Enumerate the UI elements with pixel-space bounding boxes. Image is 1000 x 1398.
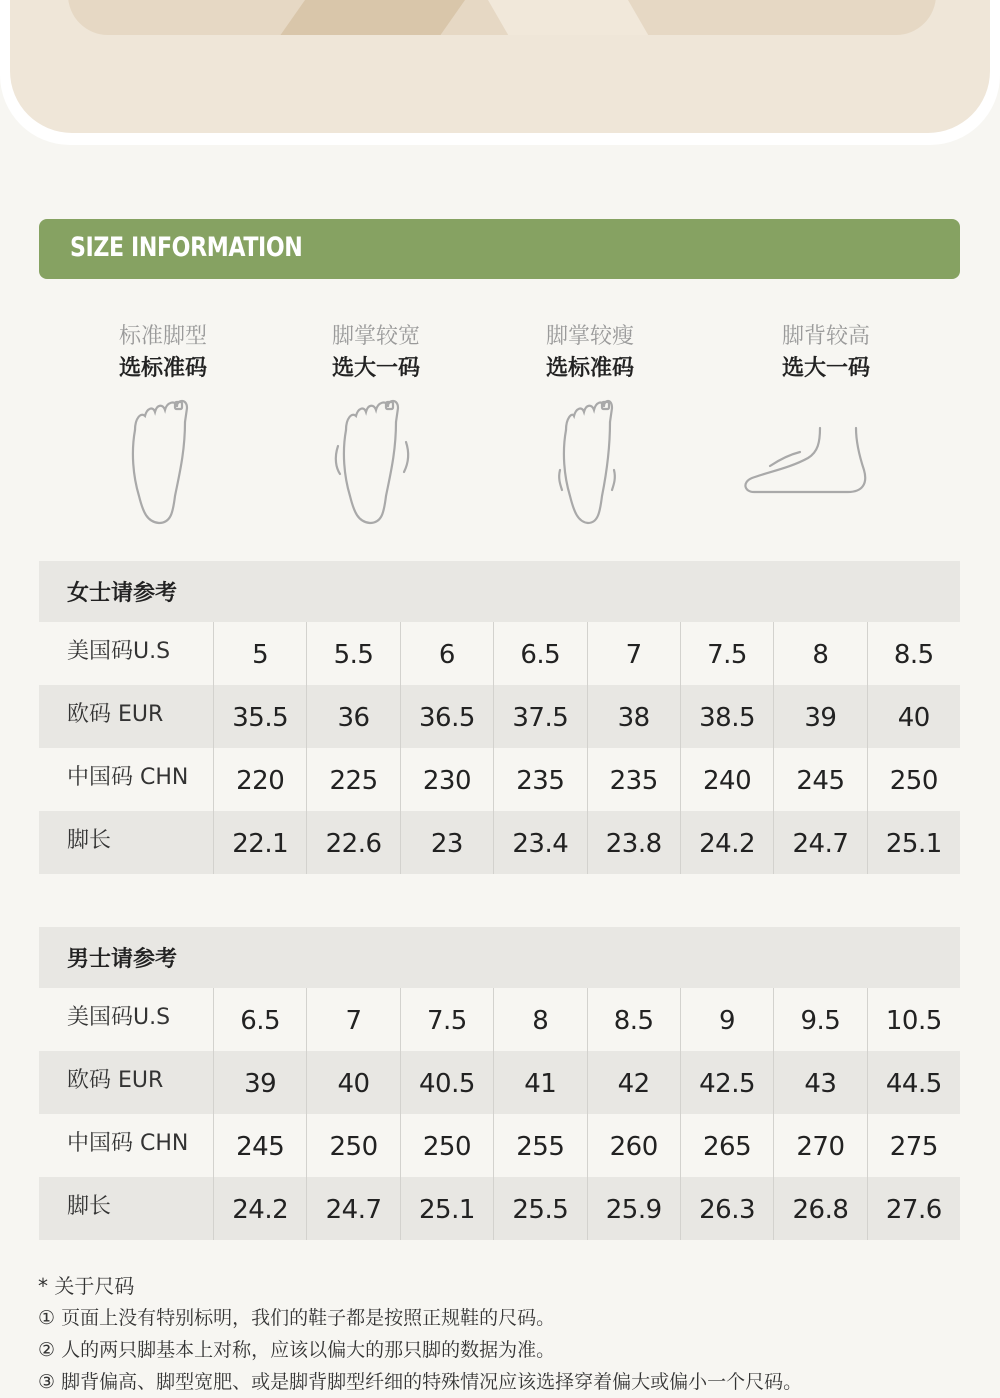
row-label: 中国码 CHN <box>39 748 214 811</box>
women-table-title: 女士请参考 <box>67 581 178 606</box>
table-cell: 35.5 <box>214 685 307 748</box>
table-cell: 240 <box>681 748 774 811</box>
size-information-header <box>39 219 960 279</box>
men-size-table <box>39 927 960 1240</box>
table-cell: 230 <box>401 748 494 811</box>
table-row <box>39 811 960 874</box>
foot-type-wide <box>286 322 466 386</box>
table-cell: 255 <box>494 1114 587 1177</box>
table-cell: 40 <box>897 703 930 733</box>
size-notes <box>38 1270 968 1398</box>
table-cell: 24.7 <box>307 1177 400 1240</box>
product-image <box>68 0 936 35</box>
women-size-table <box>39 561 960 874</box>
standard-foot-icon <box>125 396 195 528</box>
table-cell: 7.5 <box>681 622 774 685</box>
table-cell: 5 <box>214 622 307 685</box>
foot-type-condition: 脚背较高 <box>781 324 870 349</box>
table-row <box>39 1114 960 1177</box>
table-cell: 265 <box>681 1114 774 1177</box>
table-cell: 36 <box>307 685 400 748</box>
table-cell: 23.8 <box>588 811 681 874</box>
table-cell: 250 <box>307 1114 400 1177</box>
row-label: 脚长 <box>39 1177 214 1240</box>
table-cell: 7 <box>307 988 400 1051</box>
table-cell: 275 <box>889 1132 938 1162</box>
row-label: 脚长 <box>39 811 214 874</box>
table-cell: 8.5 <box>893 640 934 670</box>
table-cell: 23 <box>401 811 494 874</box>
table-row <box>39 748 960 811</box>
row-label: 欧码 EUR <box>39 685 214 748</box>
foot-type-condition: 标准脚型 <box>118 324 207 349</box>
table-cell: 235 <box>588 748 681 811</box>
table-cell: 27.6 <box>885 1195 942 1225</box>
table-row <box>39 685 960 748</box>
foot-type-advice: 选大一码 <box>781 356 870 381</box>
table-cell: 26.8 <box>774 1177 867 1240</box>
table-cell: 36.5 <box>401 685 494 748</box>
foot-type-standard <box>73 322 253 386</box>
table-cell: 39 <box>774 685 867 748</box>
table-cell: 44.5 <box>885 1069 942 1099</box>
high-instep-foot-icon <box>740 424 874 498</box>
table-cell: 38 <box>588 685 681 748</box>
table-cell: 245 <box>774 748 867 811</box>
note-line: ② 人的两只脚基本上对称，应该以偏大的那只脚的数据为准。 <box>38 1339 556 1361</box>
table-cell: 260 <box>588 1114 681 1177</box>
table-cell: 8.5 <box>588 988 681 1051</box>
section-title: SIZE INFORMATION <box>70 232 303 263</box>
foot-type-narrow <box>500 322 680 386</box>
wide-foot-icon <box>330 396 414 528</box>
men-table-title: 男士请参考 <box>67 947 178 972</box>
table-cell: 10.5 <box>885 1006 942 1036</box>
foot-type-advice: 选标准码 <box>118 356 207 381</box>
table-cell: 24.2 <box>214 1177 307 1240</box>
table-cell: 6.5 <box>494 622 587 685</box>
table-row <box>39 988 960 1051</box>
foot-type-advice: 选标准码 <box>545 356 634 381</box>
row-label: 欧码 EUR <box>39 1051 214 1114</box>
foot-type-condition: 脚掌较宽 <box>331 324 420 349</box>
table-cell: 8 <box>774 622 867 685</box>
table-title-row <box>39 927 960 988</box>
table-row <box>39 1177 960 1240</box>
table-cell: 6.5 <box>214 988 307 1051</box>
table-cell: 22.1 <box>214 811 307 874</box>
table-cell: 225 <box>307 748 400 811</box>
table-cell: 7 <box>588 622 681 685</box>
table-cell: 250 <box>401 1114 494 1177</box>
table-cell: 235 <box>494 748 587 811</box>
table-cell: 220 <box>214 748 307 811</box>
table-row <box>39 622 960 685</box>
table-cell: 5.5 <box>307 622 400 685</box>
foot-type-advice: 选大一码 <box>331 356 420 381</box>
table-cell: 42.5 <box>681 1051 774 1114</box>
table-cell: 37.5 <box>494 685 587 748</box>
table-cell: 245 <box>214 1114 307 1177</box>
note-line: ① 页面上没有特别标明，我们的鞋子都是按照正规鞋的尺码。 <box>38 1307 556 1329</box>
table-cell: 42 <box>588 1051 681 1114</box>
table-cell: 41 <box>494 1051 587 1114</box>
row-label: 美国码U.S <box>39 622 214 685</box>
note-line: ③ 脚背偏高、脚型宽肥、或是脚背脚型纤细的特殊情况应该选择穿着偏大或偏小一个尺码。 <box>38 1371 803 1393</box>
table-cell: 43 <box>774 1051 867 1114</box>
narrow-foot-icon <box>552 396 622 528</box>
table-cell: 39 <box>214 1051 307 1114</box>
table-cell: 7.5 <box>401 988 494 1051</box>
table-cell: 25.1 <box>401 1177 494 1240</box>
row-label: 中国码 CHN <box>39 1114 214 1177</box>
table-cell: 38.5 <box>681 685 774 748</box>
table-cell: 8 <box>494 988 587 1051</box>
table-row <box>39 1051 960 1114</box>
table-cell: 25.1 <box>885 829 942 859</box>
table-cell: 25.5 <box>494 1177 587 1240</box>
table-cell: 270 <box>774 1114 867 1177</box>
table-title-row <box>39 561 960 622</box>
table-cell: 40 <box>307 1051 400 1114</box>
row-label: 美国码U.S <box>39 988 214 1051</box>
foot-type-high-instep <box>736 322 916 386</box>
table-cell: 250 <box>889 766 938 796</box>
table-cell: 22.6 <box>307 811 400 874</box>
table-cell: 25.9 <box>588 1177 681 1240</box>
foot-type-condition: 脚掌较瘦 <box>545 324 634 349</box>
table-cell: 26.3 <box>681 1177 774 1240</box>
table-cell: 24.7 <box>774 811 867 874</box>
table-cell: 6 <box>401 622 494 685</box>
notes-title: * 关于尺码 <box>38 1274 135 1298</box>
table-cell: 9 <box>681 988 774 1051</box>
table-cell: 9.5 <box>774 988 867 1051</box>
table-cell: 40.5 <box>401 1051 494 1114</box>
table-cell: 24.2 <box>681 811 774 874</box>
table-cell: 23.4 <box>494 811 587 874</box>
